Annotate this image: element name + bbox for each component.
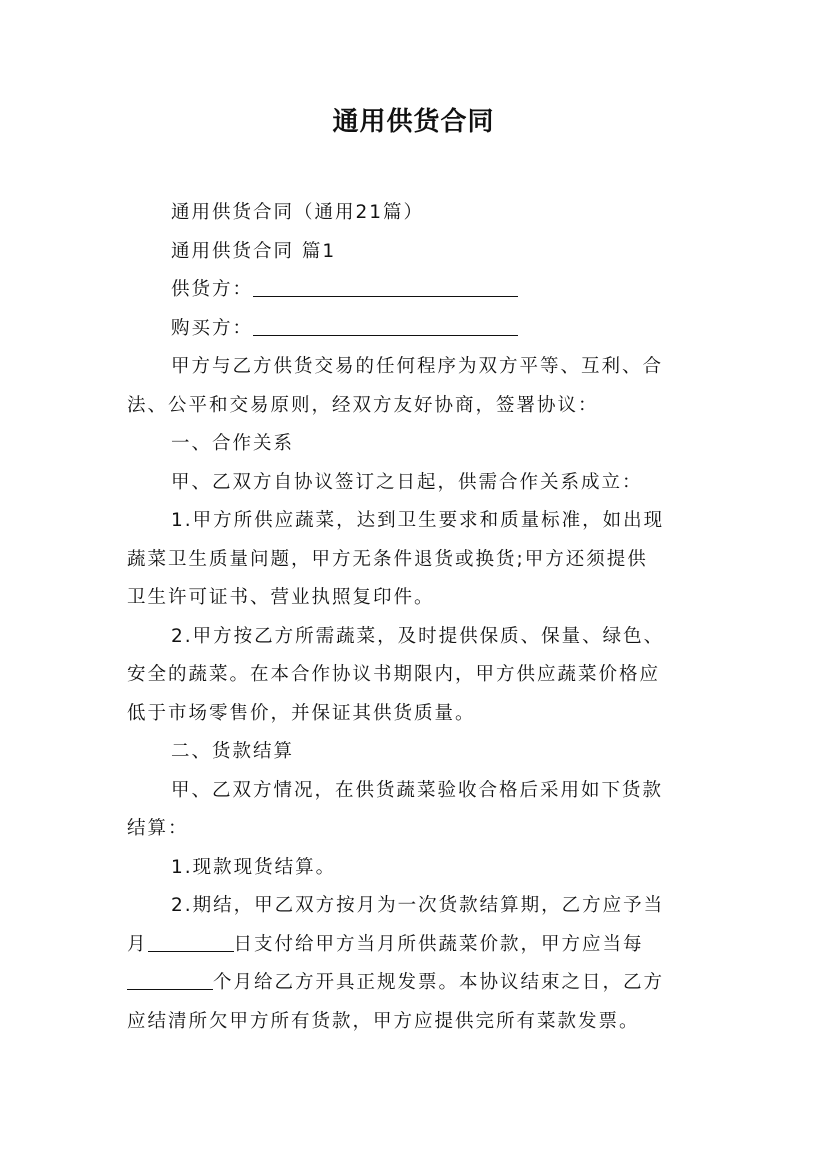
supplier-blank — [253, 276, 518, 297]
supplier-label: 供货方： — [171, 279, 254, 300]
text-span: 月 — [127, 933, 148, 955]
paragraph-line: 蔬菜卫生质量问题，甲方无条件退货或换货;甲方还须提供 — [127, 548, 648, 570]
document-body — [127, 194, 709, 1041]
document-title: 通用供货合同 — [332, 107, 495, 137]
paragraph-line: 安全的蔬菜。在本合作协议书期限内，甲方供应蔬菜价格应 — [127, 664, 661, 685]
paragraph-line — [127, 926, 709, 965]
paragraph-line: 法、公平和交易原则，经双方友好协商，签署协议： — [127, 394, 599, 416]
months-blank — [127, 969, 213, 990]
paragraph-line: 卫生许可证书、营业执照复印件。 — [127, 587, 435, 608]
buyer-line — [127, 310, 709, 349]
day-blank — [148, 931, 234, 952]
paragraph-line: 低于市场零售价，并保证其供货质量。 — [127, 702, 476, 724]
paragraph-line: 2.期结，甲乙双方按月为一次货款结算期，乙方应予当 — [171, 895, 665, 916]
paragraph-line: 甲方与乙方供货交易的任何程序为双方平等、互利、合 — [171, 356, 664, 377]
paragraph-line: 甲、乙双方情况，在供货蔬菜验收合格后采用如下货款 — [171, 779, 664, 801]
text-span: 日支付给甲方当月所供蔬菜价款，甲方应当每 — [233, 933, 644, 955]
document-subtitle: 通用供货合同（通用21篇） — [171, 202, 425, 223]
paragraph-line: 1.甲方所供应蔬菜，达到卫生要求和质量标准，如出现 — [171, 510, 665, 531]
text-span: 个月给乙方开具正规发票。本协议结束之日，乙方 — [213, 972, 665, 993]
paragraph-line — [127, 964, 709, 1003]
buyer-label: 购买方： — [171, 317, 254, 339]
section-heading: 二、货款结算 — [171, 741, 295, 762]
paragraph-line: 结算： — [127, 818, 189, 839]
paragraph-line: 应结清所欠甲方所有货款，甲方应提供完所有菜款发票。 — [127, 1010, 640, 1032]
section-heading: 一、合作关系 — [171, 433, 295, 454]
buyer-blank — [253, 315, 518, 336]
paragraph-line: 1.现款现货结算。 — [171, 856, 337, 878]
section-title: 通用供货合同 篇1 — [171, 240, 337, 262]
supplier-line — [127, 271, 709, 310]
paragraph-line: 2.甲方按乙方所需蔬菜，及时提供保质、保量、绿色、 — [171, 625, 665, 647]
paragraph-line: 甲、乙双方自协议签订之日起，供需合作关系成立： — [171, 471, 643, 493]
